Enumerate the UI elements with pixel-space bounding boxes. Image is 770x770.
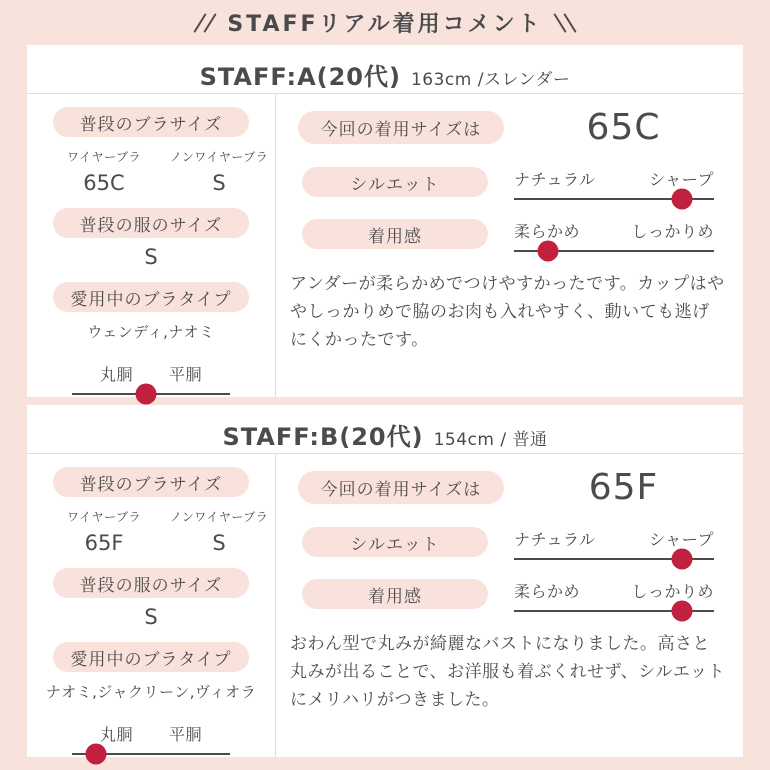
slider-dot bbox=[672, 601, 693, 622]
slider-dot bbox=[85, 744, 106, 765]
wearing-feel-slider bbox=[514, 219, 714, 252]
staff-review-column bbox=[276, 94, 743, 397]
staff-comment: アンダーが柔らかめでつけやすかったです。カップはややしっかりめで脇のお肉も入れやすく、動いても逃げにくかったです。 bbox=[290, 274, 725, 351]
non-wire-bra-label: ノンワイヤーブラ bbox=[169, 150, 269, 164]
slider-track bbox=[514, 610, 714, 612]
wire-bra-value: 65C bbox=[83, 171, 125, 195]
slider-track bbox=[72, 393, 230, 395]
flat-torso-label: 平胴 bbox=[168, 725, 202, 744]
staff-profile: 154cm / 普通 bbox=[433, 430, 548, 450]
staff-comment: おわん型で丸みが綺麗なバストになりました。高さと丸みが出ることで、お洋服も着ぶくれせず、シルエットにメリハリがつきました。 bbox=[290, 634, 726, 711]
double-backslash-icon bbox=[199, 12, 211, 34]
staff-stats-column bbox=[27, 454, 276, 757]
torso-shape-slider bbox=[72, 362, 230, 395]
firm-label: しっかりめ bbox=[631, 582, 714, 601]
page-title: STAFFリアル着用コメント bbox=[227, 12, 543, 37]
sharp-label: シャープ bbox=[649, 170, 714, 189]
current-wearing-size-pill: 今回の着用サイズは bbox=[298, 111, 504, 144]
staff-name: STAFF:A(20代) bbox=[199, 63, 401, 91]
staff-panel-b bbox=[27, 405, 743, 757]
usual-bra-size-pill: 普段のブラサイズ bbox=[53, 107, 249, 137]
clothes-size-value: S bbox=[144, 605, 158, 629]
non-wire-bra-label: ノンワイヤーブラ bbox=[169, 510, 269, 524]
round-torso-label: 丸胴 bbox=[100, 725, 134, 744]
favorite-bra-type-pill: 愛用中のブラタイプ bbox=[53, 642, 249, 672]
staff-header bbox=[27, 405, 743, 454]
slider-track bbox=[514, 198, 714, 200]
soft-label: 柔らかめ bbox=[514, 582, 581, 601]
bra-size-grid bbox=[27, 508, 275, 555]
torso-shape-slider bbox=[72, 722, 230, 755]
wire-bra-value: 65F bbox=[84, 531, 124, 555]
slider-dot bbox=[672, 189, 693, 210]
slider-track bbox=[72, 753, 230, 755]
silhouette-slider bbox=[514, 527, 714, 560]
staff-header bbox=[27, 45, 743, 94]
silhouette-pill: シルエット bbox=[302, 167, 488, 197]
slider-track bbox=[514, 250, 714, 252]
slider-dot bbox=[538, 241, 559, 262]
wire-bra-label: ワイヤーブラ bbox=[66, 150, 142, 164]
current-wearing-size-pill: 今回の着用サイズは bbox=[298, 471, 504, 504]
silhouette-pill: シルエット bbox=[302, 527, 488, 557]
sharp-label: シャープ bbox=[649, 530, 714, 549]
staff-stats-column bbox=[27, 94, 276, 397]
natural-label: ナチュラル bbox=[514, 170, 596, 189]
clothes-size-value: S bbox=[144, 245, 158, 269]
favorite-bra-type-pill: 愛用中のブラタイプ bbox=[53, 282, 249, 312]
staff-panel-a bbox=[27, 45, 743, 397]
non-wire-bra-value: S bbox=[212, 171, 226, 195]
staff-profile: 163cm /スレンダー bbox=[410, 70, 571, 90]
non-wire-bra-value: S bbox=[212, 531, 226, 555]
favorite-bra-types-value: ウェンディ,ナオミ bbox=[87, 323, 215, 341]
wire-bra-label: ワイヤーブラ bbox=[66, 510, 142, 524]
round-torso-label: 丸胴 bbox=[100, 365, 134, 384]
usual-bra-size-pill: 普段のブラサイズ bbox=[53, 467, 249, 497]
usual-clothes-size-pill: 普段の服のサイズ bbox=[53, 208, 249, 238]
slider-dot bbox=[672, 549, 693, 570]
usual-clothes-size-pill: 普段の服のサイズ bbox=[53, 568, 249, 598]
bra-size-grid bbox=[27, 148, 275, 195]
wearing-feel-slider bbox=[514, 579, 714, 612]
slider-dot bbox=[136, 384, 157, 405]
soft-label: 柔らかめ bbox=[514, 222, 581, 241]
double-slash-icon bbox=[559, 12, 571, 34]
slider-track bbox=[514, 558, 714, 560]
staff-review-column bbox=[276, 454, 743, 757]
favorite-bra-types-value: ナオミ,ジャクリーン,ヴィオラ bbox=[45, 683, 257, 701]
silhouette-slider bbox=[514, 167, 714, 200]
staff-name: STAFF:B(20代) bbox=[222, 423, 424, 451]
firm-label: しっかりめ bbox=[631, 222, 714, 241]
flat-torso-label: 平胴 bbox=[168, 365, 202, 384]
wearing-feel-pill: 着用感 bbox=[302, 579, 488, 609]
title-bar bbox=[0, 0, 770, 45]
wearing-feel-pill: 着用感 bbox=[302, 219, 488, 249]
natural-label: ナチュラル bbox=[514, 530, 596, 549]
wearing-size-value: 65F bbox=[588, 467, 659, 508]
wearing-size-value: 65C bbox=[586, 107, 661, 148]
